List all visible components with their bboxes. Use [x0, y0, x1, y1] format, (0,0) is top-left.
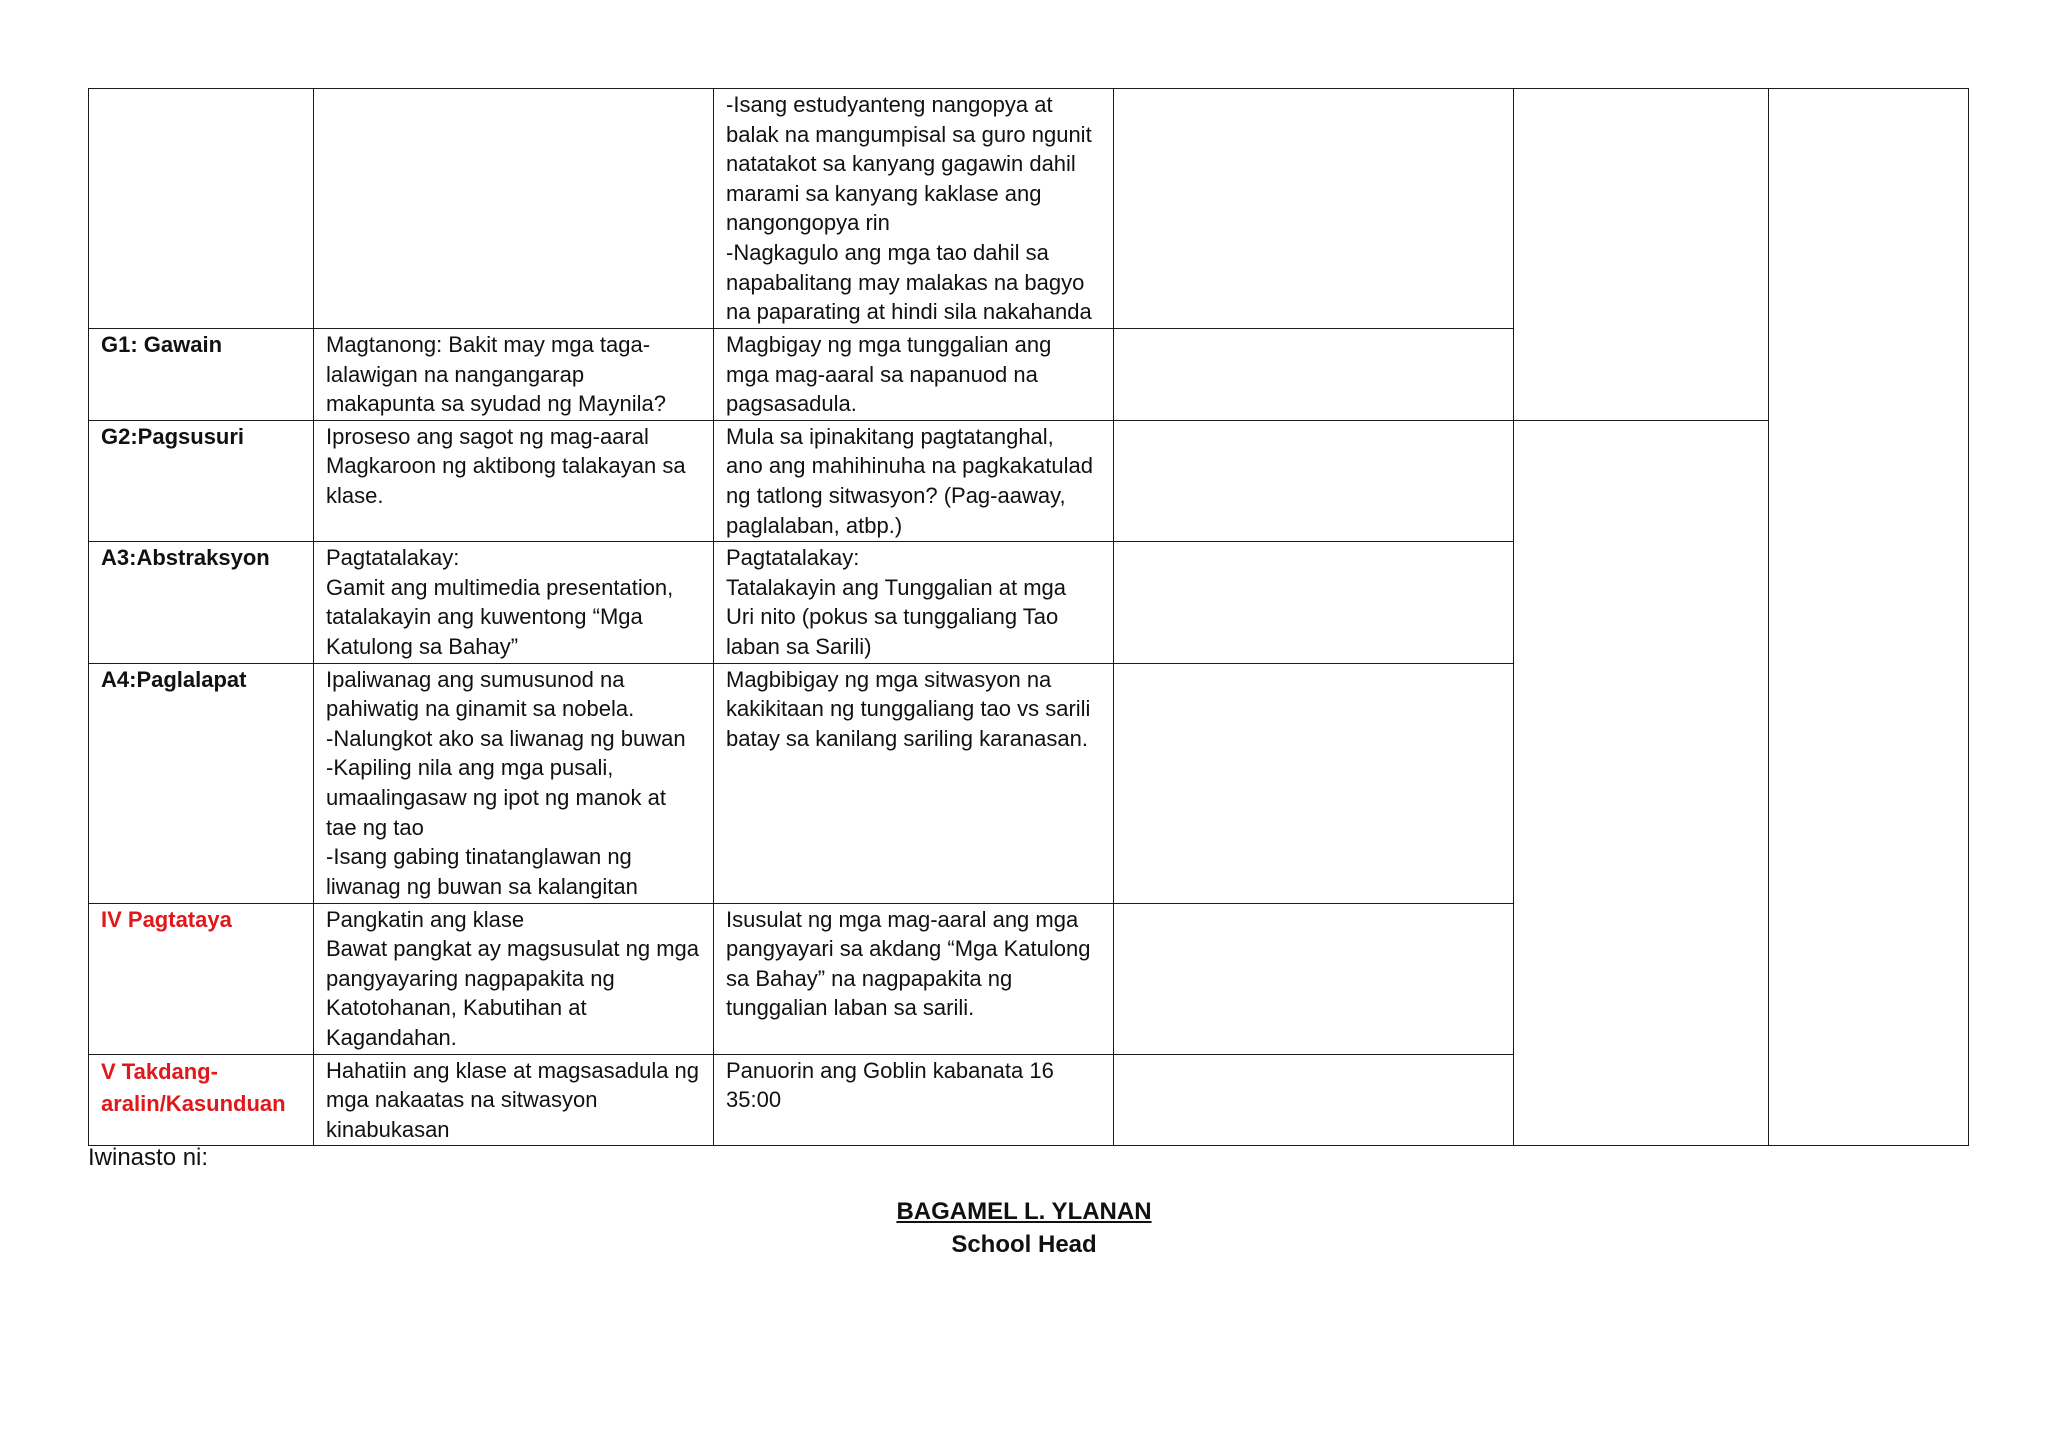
- procedure-cell: Pagtatalakay: Gamit ang multimedia presentation, tatalakayin ang kuwentong “Mga Katulong sa Bahay”: [314, 542, 714, 663]
- activity-cell: -Isang estudyanteng nangopya at balak na mangumpisal sa guro ngunit natatakot sa kanyang gagawin dahil marami sa kanyang kaklase ang nangongopya rin -Nagkagulo ang mga tao dahil sa napabalitang may malakas na bagyo na paparating at hindi sila nakahanda: [714, 89, 1114, 329]
- procedure-cell: Magtanong: Bakit may mga taga- lalawigan na nangangarap makapunta sa syudad ng Maynila?: [314, 329, 714, 421]
- row-label-a3: A3:Abstraksyon: [89, 542, 314, 663]
- signatory-title: School Head: [951, 1231, 1097, 1258]
- activity-cell: Magbibigay ng mga sitwasyon na kakikitaan ng tunggaliang tao vs sarili batay sa kanilang sariling karanasan.: [714, 663, 1114, 903]
- activity-cell: Mula sa ipinakitang pagtatanghal, ano ang mahihinuha na pagkakatulad ng tatlong sitwasyon? (Pag-aaway, paglalaban, atbp.): [714, 420, 1114, 541]
- row-label-g2: G2:Pagsusuri: [89, 420, 314, 541]
- procedure-cell: Pangkatin ang klase Bawat pangkat ay magsusulat ng mga pangyayaring nagpapakita ng Katotohanan, Kabutihan at Kagandahan.: [314, 903, 714, 1054]
- empty-cell: [1514, 420, 1769, 1146]
- table-row: [89, 89, 1969, 329]
- lesson-plan-table: [88, 88, 1969, 1146]
- activity-cell: Isusulat ng mga mag-aaral ang mga pangyayari sa akdang “Mga Katulong sa Bahay” na nagpapakita ng tunggalian laban sa sarili.: [714, 903, 1114, 1054]
- procedure-cell: Iproseso ang sagot ng mag-aaral Magkaroon ng aktibong talakayan sa klase.: [314, 420, 714, 541]
- row-label-a4: A4:Paglalapat: [89, 663, 314, 903]
- row-label: [89, 89, 314, 329]
- empty-cell: [1114, 89, 1514, 329]
- signatory-name: BAGAMEL L. YLANAN: [896, 1198, 1152, 1225]
- row-label-g1: G1: Gawain: [89, 329, 314, 421]
- empty-cell: [1114, 542, 1514, 663]
- empty-cell: [1114, 420, 1514, 541]
- approved-by-label: Iwinasto ni:: [88, 1144, 209, 1171]
- row-label-takdang-aralin: V Takdang- aralin/Kasunduan: [89, 1054, 314, 1146]
- procedure-cell: Ipaliwanag ang sumusunod na pahiwatig na ginamit sa nobela. -Nalungkot ako sa liwanag ng buwan -Kapiling nila ang mga pusali, umaalingasaw ng ipot ng manok at tae ng tao -Isang gabing tinatanglawan ng liwanag ng buwan sa kalangitan: [314, 663, 714, 903]
- empty-cell: [1114, 329, 1514, 421]
- empty-cell: [1514, 89, 1769, 421]
- procedure-cell: [314, 89, 714, 329]
- empty-cell: [1769, 89, 1969, 1146]
- empty-cell: [1114, 903, 1514, 1054]
- row-label-pagtataya: IV Pagtataya: [89, 903, 314, 1054]
- table-row: [89, 420, 1969, 541]
- activity-cell: Panuorin ang Goblin kabanata 16 35:00: [714, 1054, 1114, 1146]
- procedure-cell: Hahatiin ang klase at magsasadula ng mga nakaatas na sitwasyon kinabukasan: [314, 1054, 714, 1146]
- activity-cell: Pagtatalakay: Tatalakayin ang Tunggalian at mga Uri nito (pokus sa tunggaliang Tao laban sa Sarili): [714, 542, 1114, 663]
- activity-cell: Magbigay ng mga tunggalian ang mga mag-aaral sa napanuod na pagsasadula.: [714, 329, 1114, 421]
- empty-cell: [1114, 663, 1514, 903]
- empty-cell: [1114, 1054, 1514, 1146]
